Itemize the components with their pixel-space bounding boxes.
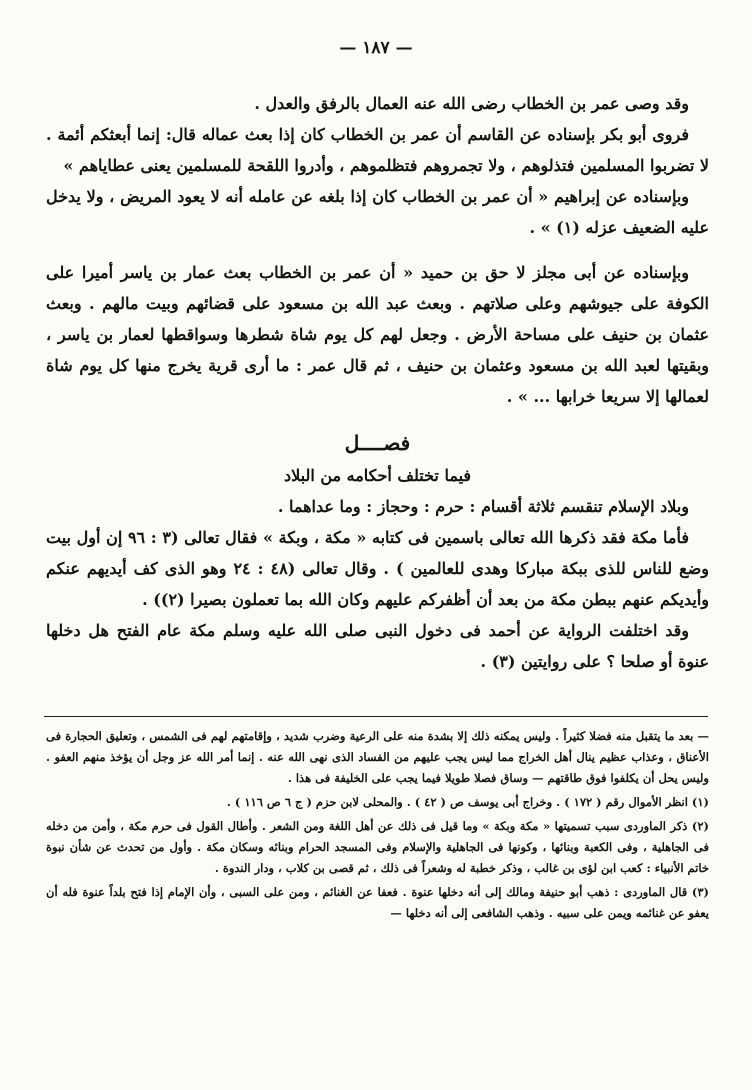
- paragraph-5: وبلاد الإسلام تنقسم ثلاثة أقسام : حرم : وحجاز : وما عداهما .: [277, 497, 689, 516]
- section-heading: فصــــل: [344, 431, 411, 455]
- footnote-1: (١) انظر الأموال رقم ( ١٧٢ ) . وخراج أبى يوسف ص ( ٤٢ ) . والمحلى لابن حزم ( ج ٦ ص ١١٦ ) .: [226, 795, 709, 809]
- paragraph-3: وبإسناده عن إبراهيم « أن عمر بن الخطاب كان إذا بلغه عن عامله أنه لا يعود المريض ، ولا يدخل عليه الضعيف عزله (١) » .: [46, 187, 709, 237]
- paragraph-6: فأما مكة فقد ذكرها الله تعالى باسمين فى كتابه « مكة ، وبكة » فقال تعالى (٣ : ٩٦ إن أول بيت وضع للناس للذى ببكة مباركا وهدى للعالمين ) . وقال تعالى (٤٨ : ٢٤ وهو الذى كف أيديهم عنكم وأيديكم عنهم ببطن مكة من بعد أن أظفركم عليهم وكان الله بما تعملون بصيرا (٢)) .: [46, 528, 710, 609]
- paragraph-1: وقد وصى عمر بن الخطاب رضى الله عنه العمال بالرفق والعدل .: [254, 94, 689, 113]
- footnote-divider: [44, 716, 708, 717]
- footnote-continuation: — بعد ما يتقبل منه فضلا كثيراً . وليس يمكنه ذلك إلا بشدة منه على الرعية وضرب شديد ، وإقامتهم لهم فى الشمس ، وتعليق الحجارة فى الأعناق ، وعذاب عظيم ينال أهل الخراج مما ليس يجب عليهم من الفساد الذى نهى الله عنه . إنما أمر الله عز وجل أن يؤخذ منهم العفو . وليس يحل أن يكلفوا فوق طاقتهم — وساق فصلا طويلا فيما يجب على الخليفة فى هذا .: [46, 729, 709, 785]
- footnote-3: (٣) قال الماوردى : ذهب أبو حنيفة ومالك إلى أنه دخلها عنوة . فعفا عن الغنائم ، ومن على السبى ، وأن الإمام إذا فتح بلداً عنوة فله أن يعفو عن غنائمه ويمن على سبيه . وذهب الشافعى إلى أنه دخلها —: [46, 885, 709, 920]
- paragraph-4: وبإسناده عن أبى مجلز لا حق بن حميد « أن عمر بن الخطاب بعث عمار بن ياسر أميرا على الكوفة على جيوشهم وعلى صلاتهم . وبعث عبد الله بن مسعود على قضائهم وبيت مالهم . وبعث عثمان بن حنيف على مساحة الأرض . وجعل لهم كل يوم شاة شطرها وسواقطها لعمار بن ياسر ، وبقيتها لعبد الله بن مسعود وعثمان بن حنيف ، ثم قال عمر : ما أرى قرية يخرج منها كل يوم شاة لعمالها إلا سريعا خرابها ... » .: [46, 263, 710, 406]
- paragraph-7: وقد اختلفت الرواية عن أحمد فى دخول النبى صلى الله عليه وسلم مكة عام الفتح هل دخلها عنوة أو صلحا ؟ على روايتين (٣) .: [46, 621, 709, 671]
- spacer: [46, 243, 709, 257]
- spacer: [46, 412, 709, 426]
- paragraph-2: فروى أبو بكر بإسناده عن القاسم أن عمر بن الخطاب كان إذا بعث عماله قال: إنما أبعثكم أئمة . لا تضربوا المسلمين فتذلوهم ، ولا تجمروهم فتظلموهم ، وأدروا اللقحة للمسلمين يعنى عطاياهم »: [46, 125, 709, 175]
- section-subheading: فيما تختلف أحكامه من البلاد: [283, 466, 472, 485]
- footnote-2: (٢) ذكر الماوردى سبب تسميتها « مكة وبكة » وما قيل فى ذلك عن أهل اللغة ومن الشعر . وأطال القول فى حرم مكة ، وأمن من دخله فى الجاهلية ، وفى الكعبة وبنائها ، وكونها فى الجاهلية والإسلام وفى المسجد الحرام وبنائه وسكان مكة . وأول من تحدث عن شأن نبوة خاتم الأنبياء : كعب ابن لؤى بن غالب ، وذكر خطبة له وشعراً فى ذلك ، ثم قصى بن كلاب ، ودار الندوة .: [46, 819, 709, 875]
- footnotes: [46, 726, 709, 927]
- page-number: — ١٨٧ —: [339, 38, 413, 58]
- main-text: [46, 88, 709, 677]
